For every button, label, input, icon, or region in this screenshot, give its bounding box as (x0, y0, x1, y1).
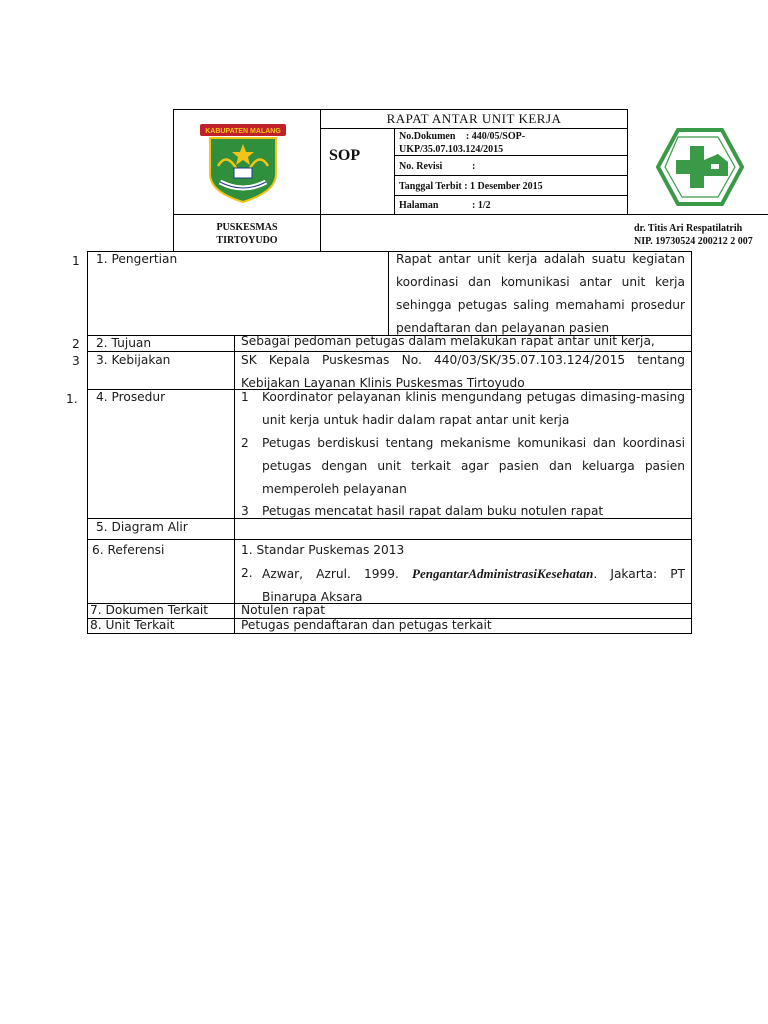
referensi-author: Azwar, Azrul. 1999. (262, 567, 399, 581)
pengertian-line: Rapat antar unit kerja adalah suatu kegiatan (396, 252, 685, 266)
referensi-item-number: 2. (241, 566, 253, 580)
page-value: : 1/2 (472, 200, 491, 211)
tujuan-text: Sebagai pedoman petugas dalam melakukan rapat antar unit kerja, (241, 334, 655, 348)
prosedur-step-number: 3 (241, 504, 249, 518)
referensi-line (262, 562, 685, 586)
prosedur-step (262, 500, 603, 523)
prosedur-step-line: Petugas berdiskusi tentang mekanisme komunikasi dan koordinasi (262, 436, 685, 450)
label-kebijakan: 3. Kebijakan (96, 353, 171, 367)
pengertian-line: pendaftaran dan pelayanan pasien (396, 321, 610, 335)
label-diagram-alir: 5. Diagram Alir (96, 520, 188, 534)
referensi-book-title: PengantarAdministrasiKesehatan (412, 566, 594, 581)
prosedur-step (262, 432, 685, 501)
signer-nip: NIP. 19730524 200212 2 007 (634, 236, 753, 247)
revision-value: : (472, 161, 476, 172)
referensi-item: 1. Standar Puskemas 2013 (241, 543, 405, 557)
prosedur-step-number: 1 (241, 390, 249, 404)
org-name-line-2: TIRTOYUDO (216, 235, 278, 246)
pengertian-text (396, 248, 685, 335)
row-number: 1 (72, 254, 80, 268)
kabupaten-malang-logo (196, 122, 290, 204)
label-prosedur: 4. Prosedur (96, 390, 166, 404)
label-dokumen-terkait: 7. Dokumen Terkait (90, 603, 209, 617)
sop-label: SOP (329, 147, 361, 164)
referensi-line: Binarupa Aksara (262, 590, 363, 604)
row-number: 1. (66, 392, 78, 406)
kebijakan-line: Kebijakan Layanan Klinis Puskesmas Tirtoyudo (241, 376, 525, 390)
referensi-item (262, 562, 685, 609)
prosedur-step-line: unit kerja untuk hadir dalam rapat antar unit kerja (262, 413, 570, 427)
signer-name: dr. Titis Ari Respatilatrih (634, 223, 743, 234)
prosedur-step-line: petugas dengan unit terkait agar pasien dan keluarga pasien (262, 459, 685, 473)
org-name-line-1: PUSKESMAS (216, 222, 278, 233)
org-name (174, 221, 320, 247)
document-title: RAPAT ANTAR UNIT KERJA (386, 111, 562, 126)
label-referensi: 6. Referensi (92, 543, 165, 557)
prosedur-step-line: Koordinator pelayanan klinis mengundang petugas dimasing-masing (262, 390, 685, 404)
issue-date: Tanggal Terbit : 1 Desember 2015 (399, 181, 543, 192)
kebijakan-line: SK Kepala Puskesmas No. 440/03/SK/35.07.103.124/2015 tentang (241, 353, 685, 367)
doc-number-line-2: UKP/35.07.103.124/2015 (399, 144, 504, 155)
revision-label: No. Revisi (399, 161, 443, 172)
page-label: Halaman (399, 200, 439, 211)
prosedur-step-number: 2 (241, 436, 249, 450)
doc-number-label: No.Dokumen (399, 131, 456, 142)
doc-number-value: : 440/05/SOP- (465, 131, 526, 142)
pengertian-line: koordinasi dan komunikasi antar unit kerja (396, 275, 685, 289)
pengertian-line: sehingga petugas saling memahami prosedur (396, 298, 685, 312)
puskesmas-logo (656, 128, 744, 206)
dokumen-terkait-text: Notulen rapat (241, 603, 326, 617)
label-tujuan: 2. Tujuan (96, 336, 152, 350)
label-pengertian: 1. Pengertian (96, 252, 178, 266)
row-number: 3 (72, 354, 80, 368)
prosedur-step-line: Petugas mencatat hasil rapat dalam buku notulen rapat (262, 504, 604, 518)
prosedur-step (262, 386, 685, 432)
label-unit-terkait: 8. Unit Terkait (90, 618, 175, 632)
referensi-publisher: . Jakarta: PT (593, 567, 685, 581)
logo-banner-text: KABUPATEN MALANG (205, 128, 281, 135)
doc-number-line-1 (399, 130, 525, 143)
prosedur-step-line: memperoleh pelayanan (262, 482, 407, 496)
row-number: 2 (72, 337, 80, 351)
unit-terkait-text: Petugas pendaftaran dan petugas terkait (241, 618, 492, 632)
